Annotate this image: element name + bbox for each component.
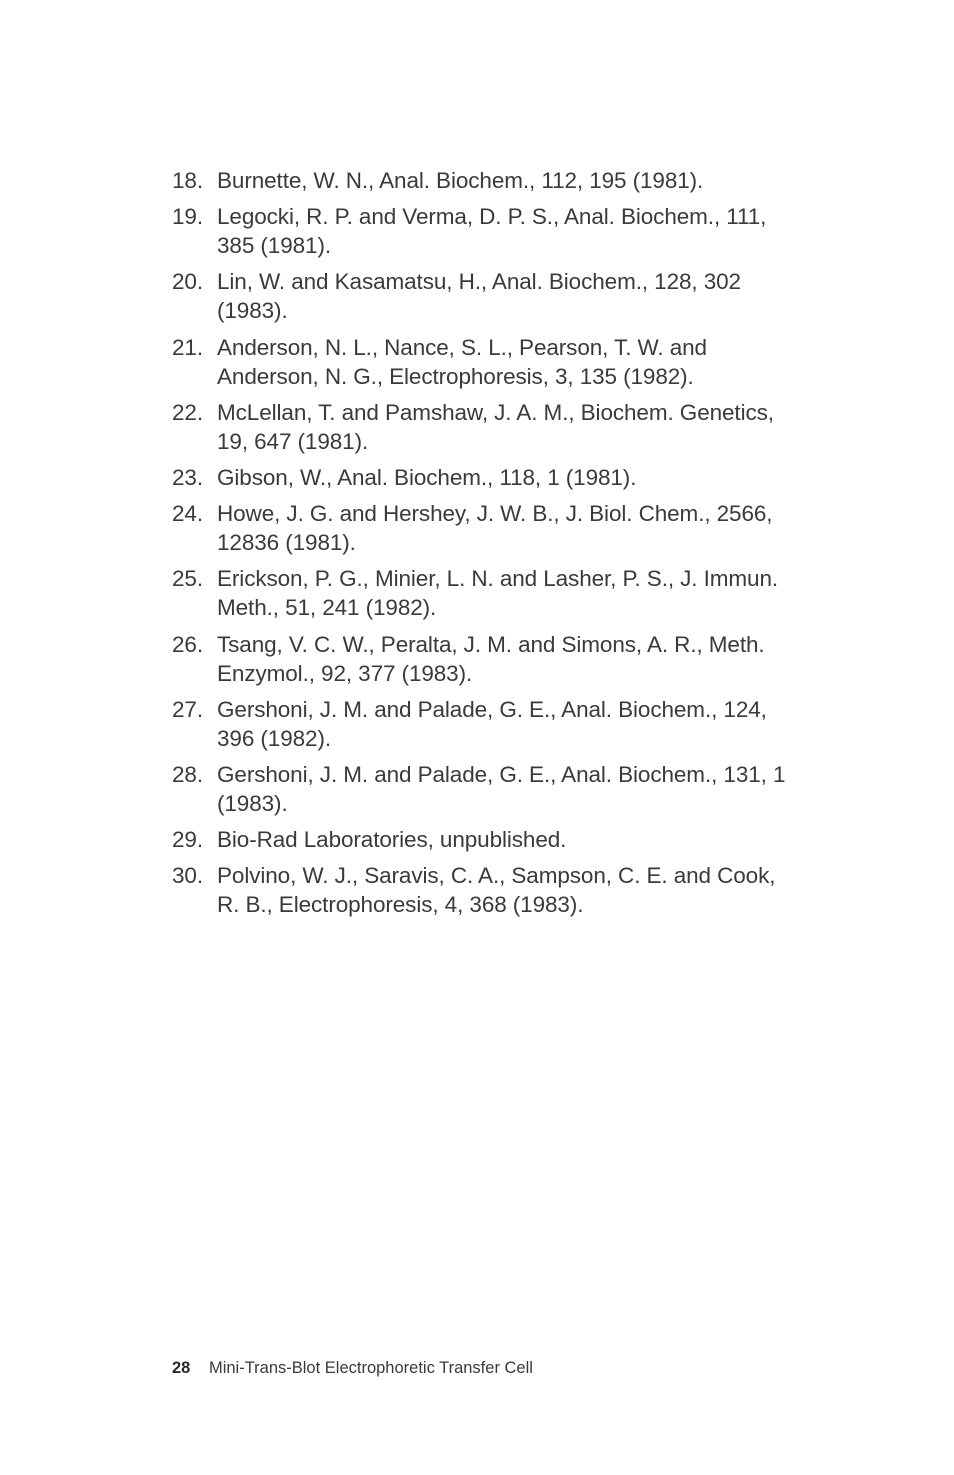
reference-text: Burnette, W. N., Anal. Biochem., 112, 195 (1981).	[217, 168, 704, 193]
reference-number: 23.	[172, 464, 203, 490]
reference-number: 25.	[172, 566, 203, 592]
document-title: Mini-Trans-Blot Electrophoretic Transfer Cell	[208, 1359, 533, 1377]
reference-number: 18.	[172, 168, 203, 193]
reference-number: 28.	[172, 761, 203, 787]
reference-item	[172, 630, 792, 688]
reference-number: 27.	[172, 696, 203, 722]
reference-number: 30.	[172, 863, 203, 889]
reference-text: Erickson, P. G., Minier, L. N. and Lasher, P. S., J. Immun. Meth., 51, 241 (1982).	[217, 566, 779, 621]
reference-item	[172, 499, 792, 557]
reference-number: 21.	[172, 334, 203, 360]
reference-text: Gibson, W., Anal. Biochem., 118, 1 (1981).	[217, 464, 637, 490]
reference-list	[172, 166, 792, 926]
reference-item	[172, 267, 792, 325]
reference-text: Howe, J. G. and Hershey, J. W. B., J. Biol. Chem., 2566, 12836 (1981).	[217, 501, 773, 556]
reference-number: 20.	[172, 269, 203, 295]
reference-text: Bio-Rad Laboratories, unpublished.	[217, 827, 567, 853]
reference-number: 24.	[172, 501, 203, 527]
reference-text: Anderson, N. L., Nance, S. L., Pearson, T. W. and Anderson, N. G., Electrophoresis, 3, 135 (1982).	[217, 334, 707, 389]
reference-number: 29.	[172, 827, 203, 853]
reference-item	[172, 760, 792, 818]
reference-item	[172, 695, 792, 753]
reference-item	[172, 398, 792, 456]
reference-text: Tsang, V. C. W., Peralta, J. M. and Simons, A. R., Meth. Enzymol., 92, 377 (1983).	[217, 631, 765, 686]
reference-item	[172, 825, 792, 854]
reference-number: 19.	[172, 204, 203, 230]
reference-text: Polvino, W. J., Saravis, C. A., Sampson, C. E. and Cook, R. B., Electrophoresis, 4, 368 (1983).	[217, 863, 776, 918]
reference-number: 26.	[172, 631, 203, 657]
reference-item	[172, 202, 792, 260]
reference-text: Lin, W. and Kasamatsu, H., Anal. Biochem., 128, 302 (1983).	[217, 269, 741, 324]
reference-item	[172, 861, 792, 919]
reference-text: Gershoni, J. M. and Palade, G. E., Anal. Biochem., 131, 1 (1983).	[217, 761, 786, 816]
reference-item	[172, 333, 792, 391]
reference-item	[172, 463, 792, 492]
reference-item	[172, 564, 792, 622]
reference-text: Gershoni, J. M. and Palade, G. E., Anal. Biochem., 124, 396 (1982).	[217, 696, 767, 751]
reference-number: 22.	[172, 399, 203, 425]
reference-text: Legocki, R. P. and Verma, D. P. S., Anal. Biochem., 111, 385 (1981).	[217, 204, 767, 259]
page-footer	[172, 1357, 533, 1379]
reference-item	[172, 166, 792, 195]
reference-text: McLellan, T. and Pamshaw, J. A. M., Biochem. Genetics, 19, 647 (1981).	[217, 399, 774, 454]
page-number: 28	[172, 1359, 191, 1377]
